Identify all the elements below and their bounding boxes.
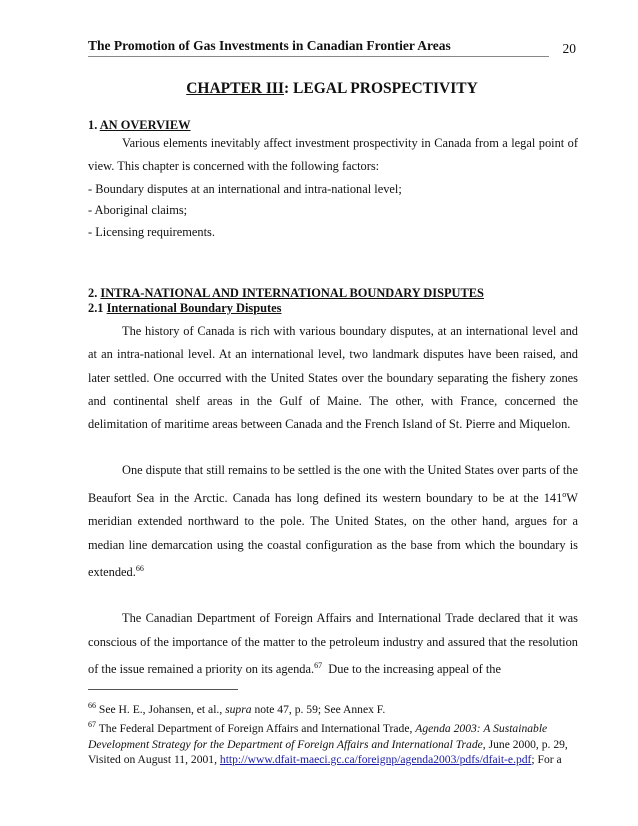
subsection-number: 2.1 (88, 301, 107, 315)
text-run: , June 2000, p. 29, Visited on August 11, 2001, (88, 737, 568, 766)
section-overview (88, 118, 578, 243)
overview-intro: Various elements inevitably affect investment prospectivity in Canada from a legal point of view. This chapter is concerned with the following factors: (88, 136, 578, 174)
paragraph-beaufort (88, 459, 578, 584)
text-run: W meridian extended northward to the pole. The United States, on the other hand, argues for a median line demarcation using the coastal configuration as the base from which the boundary is extended. (88, 490, 578, 579)
text-run: The Canadian Department of Foreign Affairs and International Trade declared that it was conscious of the importance of the matter to the petroleum industry and assured that the resolution of the issue remained a priority on its agenda. (88, 611, 578, 676)
section-boundary-disputes (88, 286, 578, 681)
paragraph-foreign-affairs (88, 607, 578, 681)
text-run: supra (225, 702, 252, 716)
text-run: One dispute that still remains to be settled is the one with the United States over parts of the Beaufort Sea in the Arctic. Canada has long defined its western boundary to be at the 141 (88, 463, 578, 505)
subsection-heading (88, 301, 578, 316)
section-heading-boundary (88, 286, 578, 301)
paragraph-history: The history of Canada is rich with various boundary disputes, at an international level and at an intra-national level. At an international level, two landmark disputes have been raised, and later settled. One occurred with the United States over the boundary separating the fishery zones and continental shelf areas in the Gulf of Maine. The other, with France, concerned the delimitation of maritime areas between Canada and the French Island of St. Pierre and Miquelon. (88, 324, 578, 432)
running-title: The Promotion of Gas Investments in Canadian Frontier Areas (88, 38, 549, 57)
text-run: note 47, p. 59; See Annex F. (251, 702, 386, 716)
footnote-ref-66: 66 (135, 563, 144, 573)
footnote-66 (88, 698, 578, 717)
text-run: The Federal Department of Foreign Affairs and International Trade, (96, 722, 416, 736)
section-number: 1. (88, 118, 100, 132)
degree-mark: o (562, 489, 567, 499)
text-run: ; For a (531, 752, 562, 766)
text-run: See H. E., Johansen, et al., (96, 702, 226, 716)
footnote-67 (88, 717, 578, 767)
list-item: - Aboriginal claims; (88, 203, 188, 218)
list-item: - Boundary disputes at an international and intra-national level; (88, 181, 402, 196)
section-number: 2. (88, 286, 101, 300)
section-title: AN OVERVIEW (99, 118, 191, 132)
list-item: - Licensing requirements. (88, 224, 215, 239)
page-number: 20 (562, 41, 576, 56)
text-run: Due to the increasing appeal of the (322, 661, 501, 676)
cited-title: Agenda 2003: A Sustainable Development Strategy for the Department of Foreign Affairs and International Trade (88, 722, 548, 751)
footnotes (88, 698, 578, 767)
footnote-link[interactable]: http://www.dfait-maeci.gc.ca/foreignp/agenda2003/pdfs/dfait-e.pdf (219, 752, 532, 766)
running-header (88, 38, 576, 57)
chapter-number: CHAPTER III (186, 80, 284, 97)
chapter-title (88, 80, 576, 98)
footnote-number: 66 (88, 701, 96, 710)
chapter-name: : LEGAL PROSPECTIVITY (283, 80, 478, 97)
subsection-title: International Boundary Disputes (106, 301, 282, 315)
section-title: INTRA-NATIONAL AND INTERNATIONAL BOUNDARY DISPUTES (100, 286, 484, 300)
section-heading-overview (88, 118, 578, 133)
footnote-separator (88, 689, 238, 690)
footnote-ref-67: 67 (314, 660, 323, 670)
footnote-number: 67 (88, 720, 96, 730)
